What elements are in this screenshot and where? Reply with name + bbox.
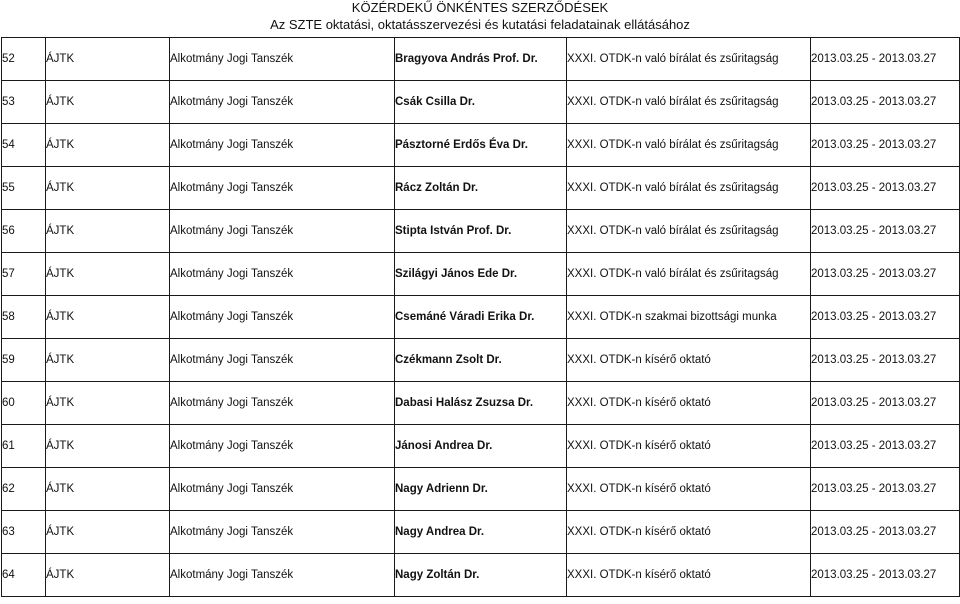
faculty-cell: ÁJTK: [46, 339, 170, 382]
person-name-cell: Czékmann Zsolt Dr.: [395, 339, 567, 382]
faculty-cell: ÁJTK: [46, 296, 170, 339]
task-cell: XXXI. OTDK-n való bírálat és zsűritagság: [567, 81, 811, 124]
person-name-cell: Nagy Andrea Dr.: [395, 511, 567, 554]
department-cell: Alkotmány Jogi Tanszék: [170, 425, 395, 468]
period-cell: 2013.03.25 - 2013.03.27: [811, 210, 960, 253]
task-cell: XXXI. OTDK-n kísérő oktató: [567, 554, 811, 597]
department-cell: Alkotmány Jogi Tanszék: [170, 382, 395, 425]
row-number: 63: [2, 511, 46, 554]
department-cell: Alkotmány Jogi Tanszék: [170, 296, 395, 339]
period-cell: 2013.03.25 - 2013.03.27: [811, 296, 960, 339]
period-cell: 2013.03.25 - 2013.03.27: [811, 167, 960, 210]
task-cell: XXXI. OTDK-n kísérő oktató: [567, 468, 811, 511]
department-cell: Alkotmány Jogi Tanszék: [170, 253, 395, 296]
task-cell: XXXI. OTDK-n való bírálat és zsűritagság: [567, 210, 811, 253]
person-name-cell: Pásztorné Erdős Éva Dr.: [395, 124, 567, 167]
task-cell: XXXI. OTDK-n kísérő oktató: [567, 339, 811, 382]
table-row: [2, 425, 960, 468]
person-name-cell: Stipta István Prof. Dr.: [395, 210, 567, 253]
row-number: 53: [2, 81, 46, 124]
faculty-cell: ÁJTK: [46, 511, 170, 554]
contracts-table: [1, 37, 960, 597]
department-cell: Alkotmány Jogi Tanszék: [170, 210, 395, 253]
task-cell: XXXI. OTDK-n kísérő oktató: [567, 382, 811, 425]
person-name-cell: Nagy Adrienn Dr.: [395, 468, 567, 511]
person-name-cell: Rácz Zoltán Dr.: [395, 167, 567, 210]
period-cell: 2013.03.25 - 2013.03.27: [811, 468, 960, 511]
period-cell: 2013.03.25 - 2013.03.27: [811, 38, 960, 81]
task-cell: XXXI. OTDK-n kísérő oktató: [567, 425, 811, 468]
row-number: 60: [2, 382, 46, 425]
table-row: [2, 296, 960, 339]
task-cell: XXXI. OTDK-n való bírálat és zsűritagság: [567, 38, 811, 81]
table-row: [2, 38, 960, 81]
person-name-cell: Nagy Zoltán Dr.: [395, 554, 567, 597]
faculty-cell: ÁJTK: [46, 253, 170, 296]
person-name-cell: Dabasi Halász Zsuzsa Dr.: [395, 382, 567, 425]
table-row: [2, 167, 960, 210]
person-name-cell: Szilágyi János Ede Dr.: [395, 253, 567, 296]
row-number: 62: [2, 468, 46, 511]
faculty-cell: ÁJTK: [46, 210, 170, 253]
person-name-cell: Jánosi Andrea Dr.: [395, 425, 567, 468]
period-cell: 2013.03.25 - 2013.03.27: [811, 382, 960, 425]
department-cell: Alkotmány Jogi Tanszék: [170, 511, 395, 554]
table-row: [2, 81, 960, 124]
table-row: [2, 339, 960, 382]
department-cell: Alkotmány Jogi Tanszék: [170, 124, 395, 167]
task-cell: XXXI. OTDK-n szakmai bizottsági munka: [567, 296, 811, 339]
row-number: 57: [2, 253, 46, 296]
task-cell: XXXI. OTDK-n való bírálat és zsűritagság: [567, 253, 811, 296]
row-number: 61: [2, 425, 46, 468]
faculty-cell: ÁJTK: [46, 38, 170, 81]
row-number: 64: [2, 554, 46, 597]
table-row: [2, 382, 960, 425]
row-number: 59: [2, 339, 46, 382]
row-number: 56: [2, 210, 46, 253]
table-row: [2, 554, 960, 597]
person-name-cell: Csák Csilla Dr.: [395, 81, 567, 124]
document-subtitle: Az SZTE oktatási, oktatásszervezési és kutatási feladatainak ellátásához: [270, 17, 690, 32]
person-name-cell: Bragyova András Prof. Dr.: [395, 38, 567, 81]
department-cell: Alkotmány Jogi Tanszék: [170, 38, 395, 81]
row-number: 58: [2, 296, 46, 339]
table-row: [2, 210, 960, 253]
period-cell: 2013.03.25 - 2013.03.27: [811, 339, 960, 382]
faculty-cell: ÁJTK: [46, 554, 170, 597]
faculty-cell: ÁJTK: [46, 124, 170, 167]
table-row: [2, 124, 960, 167]
table-row: [2, 468, 960, 511]
row-number: 55: [2, 167, 46, 210]
task-cell: XXXI. OTDK-n kísérő oktató: [567, 511, 811, 554]
period-cell: 2013.03.25 - 2013.03.27: [811, 425, 960, 468]
faculty-cell: ÁJTK: [46, 382, 170, 425]
faculty-cell: ÁJTK: [46, 425, 170, 468]
department-cell: Alkotmány Jogi Tanszék: [170, 167, 395, 210]
table-row: [2, 511, 960, 554]
period-cell: 2013.03.25 - 2013.03.27: [811, 81, 960, 124]
period-cell: 2013.03.25 - 2013.03.27: [811, 554, 960, 597]
person-name-cell: Csemáné Váradi Erika Dr.: [395, 296, 567, 339]
row-number: 52: [2, 38, 46, 81]
department-cell: Alkotmány Jogi Tanszék: [170, 554, 395, 597]
table-row: [2, 253, 960, 296]
faculty-cell: ÁJTK: [46, 468, 170, 511]
period-cell: 2013.03.25 - 2013.03.27: [811, 511, 960, 554]
period-cell: 2013.03.25 - 2013.03.27: [811, 124, 960, 167]
faculty-cell: ÁJTK: [46, 81, 170, 124]
period-cell: 2013.03.25 - 2013.03.27: [811, 253, 960, 296]
department-cell: Alkotmány Jogi Tanszék: [170, 81, 395, 124]
faculty-cell: ÁJTK: [46, 167, 170, 210]
document-title: KÖZÉRDEKŰ ÖNKÉNTES SZERZŐDÉSEK: [351, 0, 609, 15]
department-cell: Alkotmány Jogi Tanszék: [170, 339, 395, 382]
department-cell: Alkotmány Jogi Tanszék: [170, 468, 395, 511]
task-cell: XXXI. OTDK-n való bírálat és zsűritagság: [567, 124, 811, 167]
task-cell: XXXI. OTDK-n való bírálat és zsűritagság: [567, 167, 811, 210]
document-header: [0, 0, 960, 36]
row-number: 54: [2, 124, 46, 167]
